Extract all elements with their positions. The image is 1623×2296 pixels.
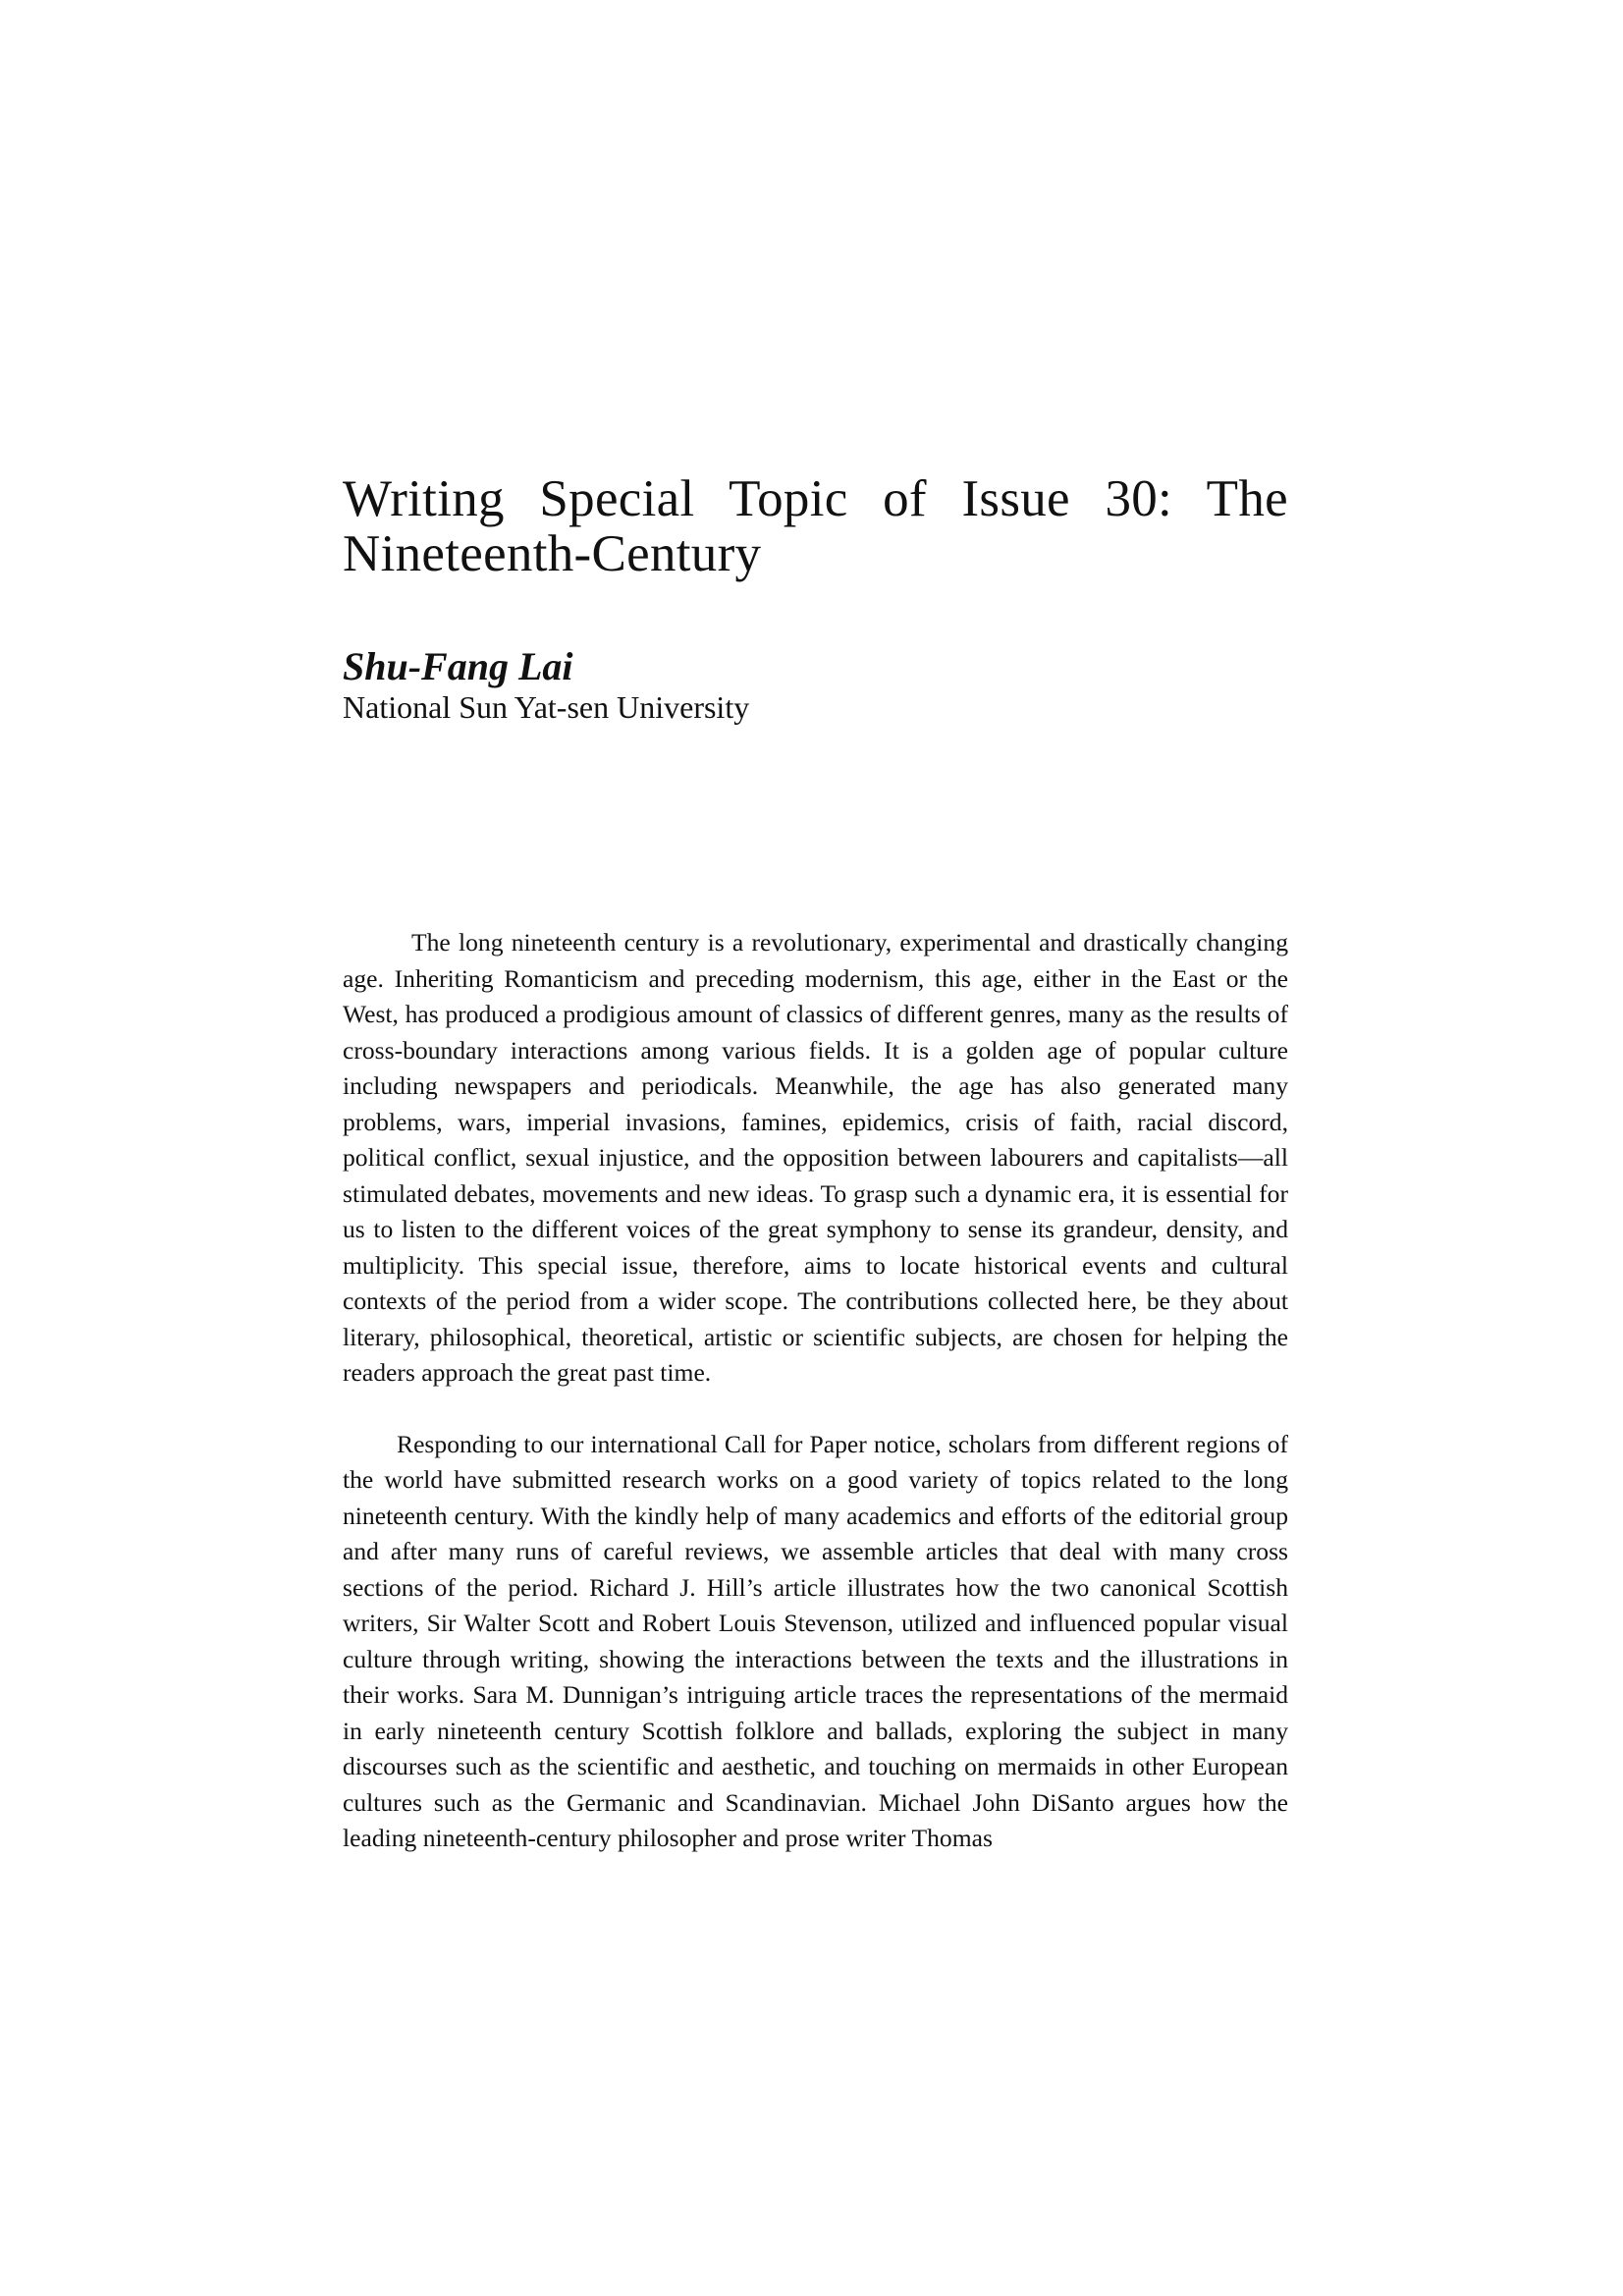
body-paragraph-1: The long nineteenth century is a revolutionary, experimental and drastically changing age. Inheriting Romanticism and preceding modernism, this age, either in the East or the West, has produced a prodigious amount of classics of different genres, many as the results of cross-boundary interactions among various fields. It is a golden age of popular culture including newspapers and periodicals. Meanwhile, the age has also generated many problems, wars, imperial invasions, famines, epidemics, crisis of faith, racial discord, political conflict, sexual injustice, and the opposition between labourers and capitalists—all stimulated debates, movements and new ideas. To grasp such a dynamic era, it is essential for us to listen to the different voices of the great symphony to sense its grandeur, density, and multiplicity. This special issue, therefore, aims to locate historical events and cultural contexts of the period from a wider scope. The contributions collected here, be they about literary, philosophical, theoretical, artistic or scientific subjects, are chosen for helping the readers approach the great past time.: [343, 928, 1288, 1387]
author-affiliation: National Sun Yat-sen University: [343, 689, 750, 725]
article-title: Writing Special Topic of Issue 30: The Nineteenth-Century: [343, 470, 1288, 582]
body-paragraph-2: Responding to our international Call for Paper notice, scholars from different regions of the world have submitted research works on a good variety of topics related to the long nineteenth century. With the kindly help of many academics and efforts of the editorial group and after many runs of careful reviews, we assemble articles that deal with many cross sections of the period. Richard J. Hill’s article illustrates how the two canonical Scottish writers, Sir Walter Scott and Robert Louis Stevenson, utilized and influenced popular visual culture through writing, showing the interactions between the texts and the illustrations in their works. Sara M. Dunnigan’s intriguing article traces the representations of the mermaid in early nineteenth century Scottish folklore and ballads, exploring the subject in many discourses such as the scientific and aesthetic, and touching on mermaids in other European cultures such as the Germanic and Scandinavian. Michael John DiSanto argues how the leading nineteenth-century philosopher and prose writer Thomas: [343, 1429, 1288, 1852]
author-name: Shu-Fang Lai: [343, 644, 573, 688]
article-body: [343, 925, 1288, 1857]
